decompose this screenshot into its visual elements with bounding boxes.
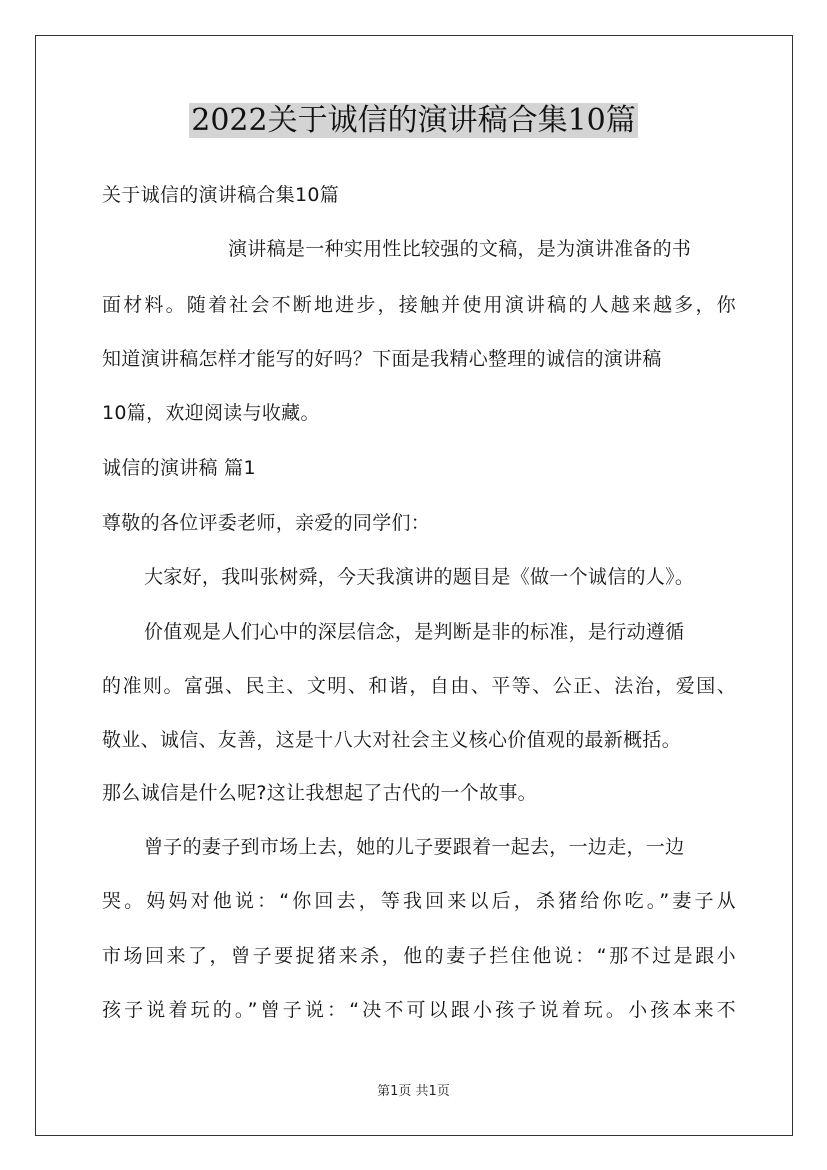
paragraph-line: 市场回来了，曾子要捉猪来杀，他的妻子拦住他说：“那不过是跟小 bbox=[102, 945, 736, 967]
subtitle-line: 关于诚信的演讲稿合集10篇 bbox=[102, 184, 340, 206]
paragraph-line: 10篇，欢迎阅读与收藏。 bbox=[102, 402, 320, 424]
paragraph-line: 价值观是人们心中的深层信念，是判断是非的标准，是行动遵循 bbox=[144, 621, 685, 643]
section-heading: 诚信的演讲稿 篇1 bbox=[102, 457, 256, 479]
page-footer: 第1页 共1页 bbox=[377, 1084, 450, 1099]
salutation-line: 尊敬的各位评委老师，亲爱的同学们： bbox=[102, 512, 431, 534]
document-title bbox=[0, 99, 827, 143]
paragraph-line: 大家好，我叫张树舜，今天我演讲的题目是《做一个诚信的人》。 bbox=[144, 566, 695, 588]
paragraph-line: 孩子说着玩的。”曾子说：“决不可以跟小孩子说着玩。小孩本来不 bbox=[102, 999, 736, 1021]
document-title-text: 2022关于诚信的演讲稿合集10篇 bbox=[191, 103, 636, 138]
paragraph-line: 曾子的妻子到市场上去，她的儿子要跟着一起去，一边走，一边 bbox=[144, 836, 685, 858]
paragraph-line: 演讲稿是一种实用性比较强的文稿，是为演讲准备的书 bbox=[228, 238, 692, 260]
paragraph-line: 那么诚信是什么呢?这让我想起了古代的一个故事。 bbox=[102, 782, 537, 804]
paragraph-line: 哭。妈妈对他说：“你回去，等我回来以后，杀猪给你吃。”妻子从 bbox=[102, 890, 736, 912]
paragraph-line: 面材料。随着社会不断地进步，接触并使用演讲稿的人越来越多，你 bbox=[102, 294, 736, 316]
paragraph-line: 的准则。富强、民主、文明、和谐，自由、平等、公正、法治，爱国、 bbox=[102, 675, 736, 697]
paragraph-line: 敬业、诚信、友善，这是十八大对社会主义核心价值观的最新概括。 bbox=[102, 729, 682, 751]
paragraph-line: 知道演讲稿怎样才能写的好吗？下面是我精心整理的诚信的演讲稿 bbox=[102, 348, 662, 370]
